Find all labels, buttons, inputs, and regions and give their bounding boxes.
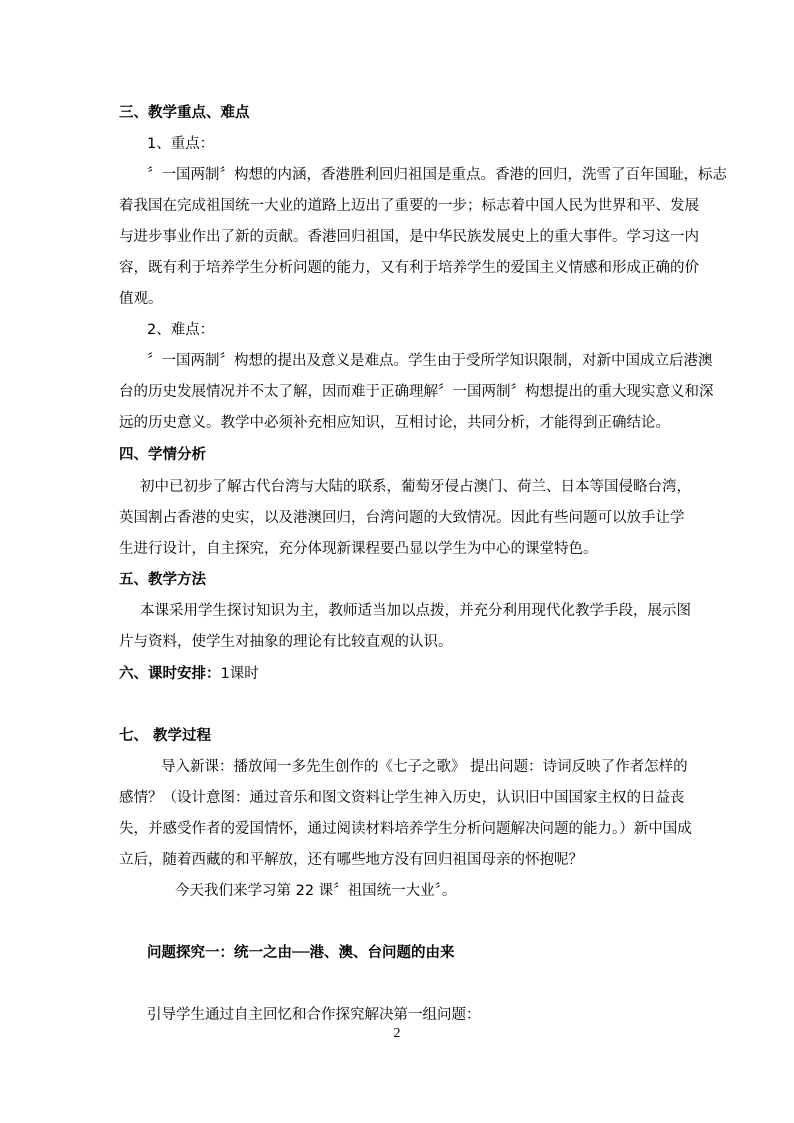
- today-lesson-line: 今天我们来学习第 22 课〞祖国统一大业〞。: [175, 883, 457, 899]
- focus-label: 1、重点：: [147, 136, 215, 152]
- section-heading-teaching-process: 七、 教学过程: [119, 728, 212, 744]
- student-analysis-line: 初中已初步了解古代台湾与大陆的联系，葡萄牙侵占澳门、荷兰、日本等国侵略台湾，: [140, 479, 691, 495]
- teaching-process-line: 感情？（设计意图：通过音乐和图文资料让学生神入历史，认识旧中国国家主权的日益丧: [119, 790, 685, 806]
- class-schedule-row: [119, 664, 259, 684]
- difficulty-text-line: 远的历史意义。教学中必须补充相应知识，互相讨论，共同分析，才能得到正确结论。: [119, 415, 670, 431]
- teaching-method-line: 本课采用学生探讨知识为主，教师适当加以点拨，并充分利用现代化教学手段，展示图: [140, 603, 691, 619]
- section-heading-class-schedule: 六、课时安排：: [119, 666, 221, 682]
- section-heading-focus-difficulty: 三、教学重点、难点: [119, 105, 250, 121]
- student-analysis-line: 英国割占香港的史实，以及港澳回归，台湾问题的大致情况。因此有些问题可以放手让学: [119, 510, 685, 526]
- difficulty-text-line: 台的历史发展情况并不太了解，因而难于正确理解〞一国两制〞构想提出的重大现实意义和深: [119, 384, 714, 400]
- inquiry-heading: 问题探究一：统一之由──港、澳、台问题的由来: [147, 945, 455, 961]
- difficulty-label: 2、难点：: [147, 322, 215, 338]
- page-number: 2: [393, 1026, 401, 1041]
- focus-text-line: 〞一国两制〞构想的内涵，香港胜利回归祖国是重点。香港的回归，洗雪了百年国耻，标志: [147, 167, 727, 183]
- guide-line: 引导学生通过自主回忆和合作探究解决第一组问题：: [147, 1007, 481, 1023]
- teaching-process-line: 导入新课：播放闻一多先生创作的《七子之歌》 提出问题：诗词反映了作者怎样的: [161, 759, 688, 775]
- difficulty-text-line: 〞一国两制〞构想的提出及意义是难点。学生由于受所学知识限制，对新中国成立后港澳: [147, 353, 713, 369]
- focus-text-line: 与进步事业作出了新的贡献。香港回归祖国，是中华民族发展史上的重大事件。学习这一内: [119, 229, 699, 245]
- focus-text-line: 值观。: [119, 291, 163, 307]
- section-heading-student-analysis: 四、学情分析: [119, 447, 206, 463]
- focus-text-line: 着我国在完成祖国统一大业的道路上迈出了重要的一步；标志着中国人民为世界和平、发展: [119, 198, 699, 214]
- teaching-method-line: 片与资料，使学生对抽象的理论有比较直观的认识。: [119, 634, 453, 650]
- section-heading-teaching-method: 五、教学方法: [119, 572, 206, 588]
- focus-text-line: 容，既有利于培养学生分析问题的能力，又有利于培养学生的爱国主义情感和形成正确的价: [119, 260, 699, 276]
- student-analysis-line: 生进行设计，自主探究，充分体现新课程要凸显以学生为中心的课堂特色。: [119, 541, 598, 557]
- teaching-process-line: 失，并感受作者的爱国情怀，通过阅读材料培养学生分析问题解决问题的能力。）新中国成: [119, 821, 692, 837]
- class-schedule-value: 1课时: [220, 666, 259, 682]
- teaching-process-line: 立后，随着西藏的和平解放，还有哪些地方没有回归祖国母亲的怀抱呢？: [119, 852, 583, 868]
